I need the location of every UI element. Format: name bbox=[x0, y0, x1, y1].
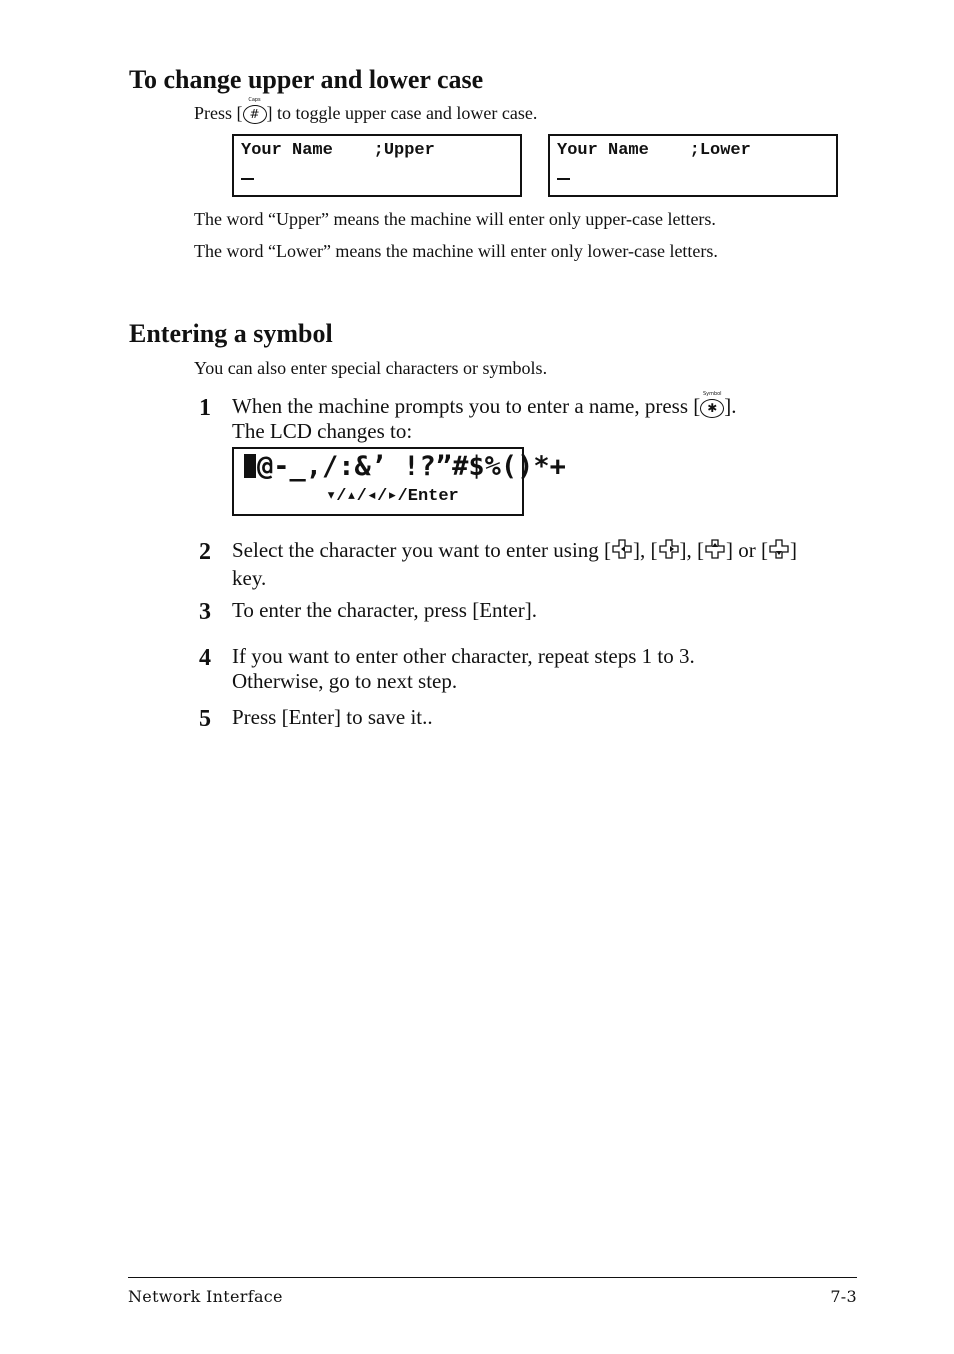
symbol-intro: You can also enter special characters or symbols. bbox=[194, 358, 548, 378]
footer-page-number: 7-3 bbox=[830, 1287, 857, 1306]
step-5-text: Press [Enter] to save it.. bbox=[232, 705, 433, 729]
lcd-symbol-row1: @-_,/:&’ !?”#$%()*+ bbox=[244, 451, 566, 482]
step-1-text: When the machine prompts you to enter a name, press [ Symbol ✱ ]. The LCD changes to: bbox=[232, 390, 737, 443]
case-instruction: Press [ Caps # ] to toggle upper case and lower case. bbox=[194, 97, 538, 123]
lcd-upper-cursor bbox=[241, 178, 254, 180]
lcd-symbol-row2: ▾/▴/◂/▸/Enter bbox=[326, 487, 459, 506]
step-number-4: 4 bbox=[199, 645, 211, 671]
lcd-cursor-block bbox=[244, 454, 256, 478]
right-arrow-key-icon bbox=[658, 538, 680, 566]
lcd-symbol bbox=[232, 447, 566, 516]
lcd-lower-cursor bbox=[557, 178, 570, 180]
section-heading-case: To change upper and lower case bbox=[129, 65, 484, 94]
note-upper: The word “Upper” means the machine will enter only upper-case letters. bbox=[194, 209, 716, 229]
lcd-upper bbox=[232, 134, 522, 197]
lcd-upper-line1: Your Name ;Upper bbox=[241, 141, 435, 160]
symbol-key-icon: Symbol ✱ bbox=[700, 399, 724, 418]
left-arrow-key-icon bbox=[611, 538, 633, 566]
step-number-1: 1 bbox=[199, 395, 211, 421]
up-arrow-key-icon bbox=[704, 538, 726, 566]
note-lower: The word “Lower” means the machine will enter only lower-case letters. bbox=[194, 241, 718, 261]
footer-title: Network Interface bbox=[128, 1287, 283, 1306]
section-heading-symbol: Entering a symbol bbox=[129, 319, 333, 348]
step-number-3: 3 bbox=[199, 599, 211, 625]
caps-key-icon: Caps # bbox=[243, 105, 267, 124]
down-arrow-key-icon bbox=[768, 538, 790, 566]
step-3-text: To enter the character, press [Enter]. bbox=[232, 598, 537, 622]
step-2-text: Select the character you want to enter using [ ], [ ], [ ] or [ ] key. bbox=[232, 538, 797, 591]
step-4-text: If you want to enter other character, repeat steps 1 to 3. Otherwise, go to next step. bbox=[232, 644, 695, 693]
lcd-lower-line1: Your Name ;Lower bbox=[557, 141, 751, 160]
step-number-2: 2 bbox=[199, 539, 211, 565]
footer-divider bbox=[128, 1277, 857, 1278]
step-number-5: 5 bbox=[199, 706, 211, 732]
lcd-lower bbox=[548, 134, 838, 197]
